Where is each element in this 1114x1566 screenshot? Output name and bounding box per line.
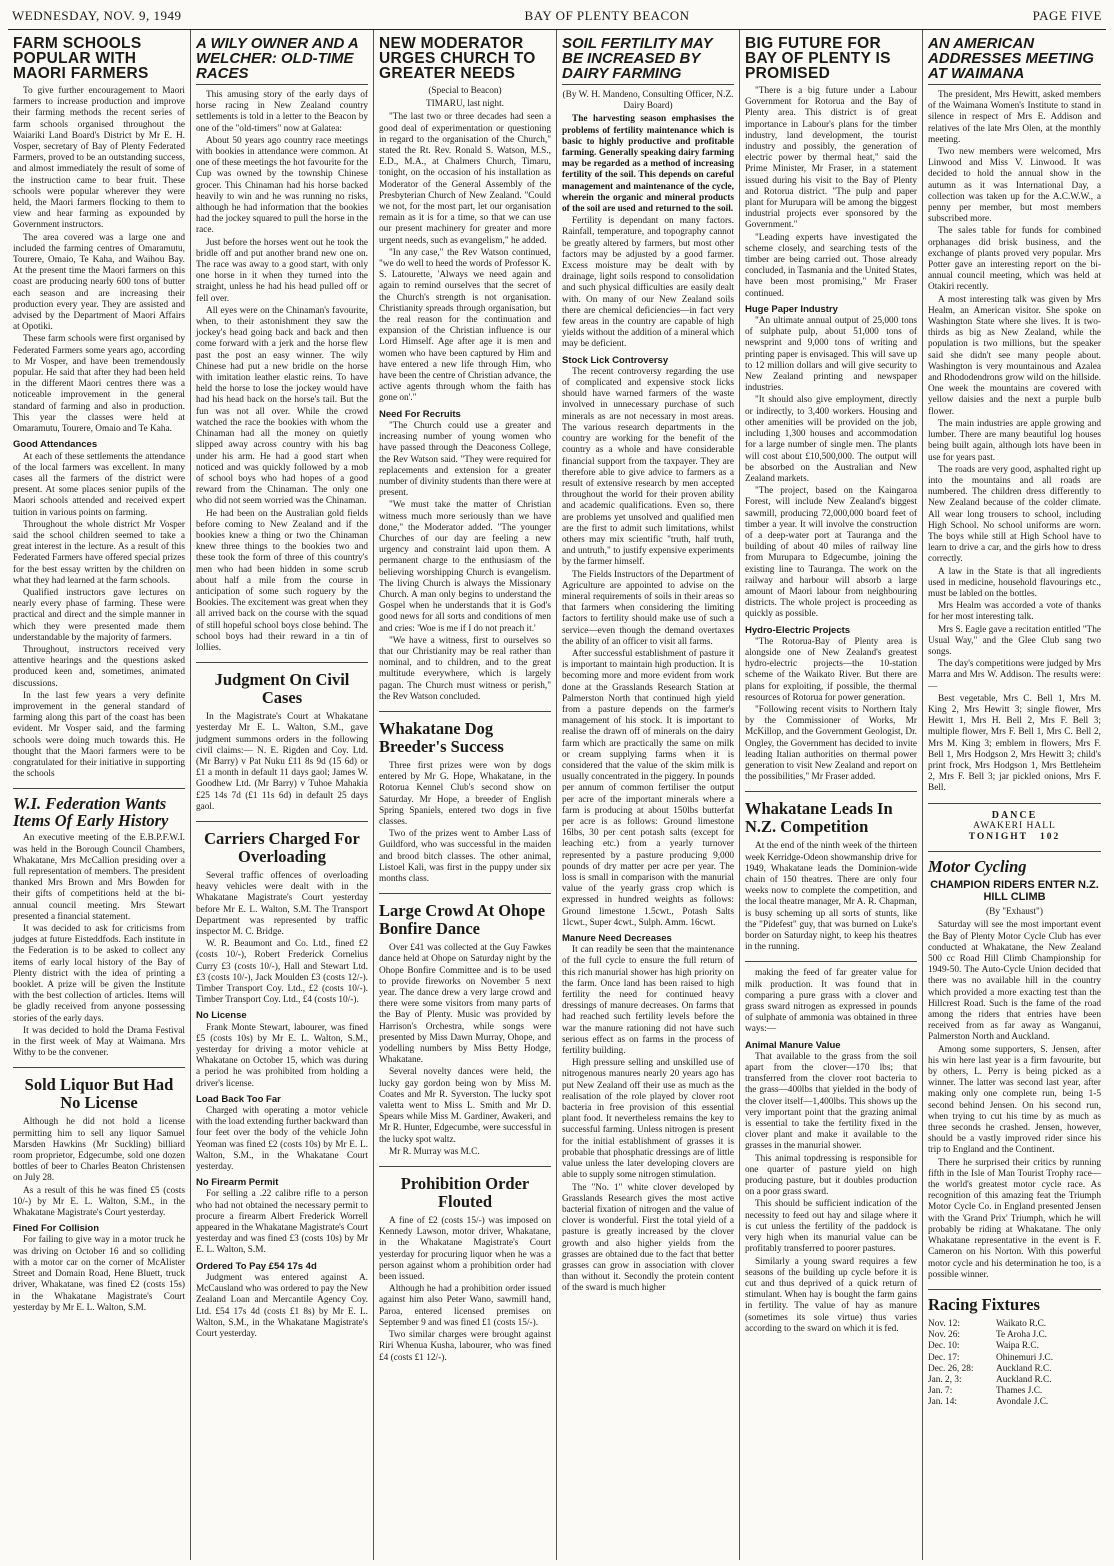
article-paragraph: An executive meeting of the E.B.P.F.W.I. was held in the Borough Council Chambers, Whakatane, Mrs McCallion presiding over a full representation of members. The president thanked Mrs Brown and Mrs Bowden for their gifts of competitions held at the bi-annual council meeting. Mrs Stewart presented a financial statement.	[13, 833, 185, 922]
headline-soil-fertility: SOIL FERTILITY MAY BE INCREASED BY DAIRY FARMING	[562, 36, 734, 85]
article-paragraph: The sales table for funds for combined orphanages did brisk business, and the exchange of plants proved very popular. Mrs Potter gave an interesting report on the bi-annual council meeting, which was held at Otakiri recently.	[928, 226, 1101, 293]
article-paragraph: "We have a witness, first to ourselves so that our Christianity may be real rather than nominal, and to children, and to the great multitude everywhere, which is largely pagan. The Church must witness or perish," the Rev Watson concluded.	[379, 635, 551, 702]
column-4	[557, 30, 740, 1560]
fixture-club: Auckland R.C.	[996, 1363, 1052, 1374]
credit-line: (By W. H. Mandeno, Consulting Officer, N.Z. Dairy Board)	[562, 90, 734, 112]
article-paragraph: For selling a .22 calibre rifle to a person who had not obtained the necessary permit to procure a firearm Albert Frederick Worrell appeared in the Whakatane Magistrate's Court yesterday and was fined £3 (costs 10s) by Mr E. L. Walton, S.M.	[196, 1189, 368, 1256]
fixture-date: Nov. 26:	[928, 1330, 960, 1341]
column-1	[8, 30, 191, 1560]
fixture-date: Dec. 26, 28:	[928, 1363, 974, 1374]
divider	[379, 1166, 551, 1167]
fixture-row	[928, 1375, 1101, 1386]
subheading: Hydro-Electric Projects	[745, 624, 851, 636]
divider	[745, 791, 917, 792]
article-paragraph: "Following recent visits to Northern Italy by the Commissioner of Works, Mr McKillop, and the Government Geologist, Dr. Ongley, the Government has decided to invite leading Italian authorities on thermal power generation to visit New Zealand and report on the possibilities," Mr Fraser added.	[745, 704, 917, 783]
headline-big-future: BIG FUTURE FOR BAY OF PLENTY IS PROMISED	[745, 35, 891, 82]
masthead	[8, 6, 1106, 30]
headline-bonfire-dance: Large Crowd At Ohope Bonfire Dance	[379, 901, 546, 939]
headline-wily-owner: A WILY OWNER AND A WELCHER: OLD-TIME RACES	[196, 36, 368, 85]
headline-prohibition-order: Prohibition Order Flouted	[400, 1174, 530, 1212]
fixture-club: Ohinemuri J.C.	[996, 1352, 1054, 1363]
fixture-row	[928, 1341, 1101, 1352]
article-paragraph: Best vegetable, Mrs C. Bell 1, Mrs M. King 2, Mrs Hewitt 3; single flower, Mrs Hewitt 1, Mrs H. Bell 2, Mrs F. Bell 3; multiple flower, Mrs F. Bell 1, Mrs C. Bell 2, Mrs M. King 3; emblem in flowers, Mrs F. Bell 1, Mrs Hodgson 2, Mrs Hewitt 3; child's print frock, Mrs Hodgson 1, Mrs Bettleheim 2, Mrs F. Bell 3; jar pickled onions, Mrs F. Bell.	[928, 693, 1101, 794]
fixture-row	[928, 1330, 1101, 1341]
subheading: Animal Manure Value	[745, 1039, 841, 1051]
article-paragraph: The Fields Instructors of the Department of Agriculture are appointed to advise on the mineral requirements of soils in their areas so that farmers when considering the limiting factors to fertility should make use of such a service—even though the demand overtaxes the ability of an officer to visit all farms.	[562, 569, 734, 647]
article-paragraph: Mr R. Murray was M.C.	[389, 1146, 480, 1157]
article-paragraph: Saturday will see the most important event the Bay of Plenty Motor Cycle Club has ever conducted at Whakatane, the New Zealand 500 cc Road Hill Climb Championship for 1949-50. The Auto-Cycle Union decided that there was no available hill in the country which provided a more exacting test than the Hillcrest Road. Such is the fame of the road among the riders that entries have been received from as far away as Wanganui, Palmerston North and Auckland.	[928, 920, 1101, 1043]
fixture-date: Jan. 14:	[928, 1397, 957, 1408]
fixture-club: Avondale J.C.	[996, 1397, 1049, 1408]
dance-notice-number: 102	[1039, 832, 1061, 842]
article-paragraph: "The Rotorua-Bay of Plenty area is alongside one of New Zealand's greatest hydro-electric projects—the 10-station scheme of the Waikato River. But there are plans for exploiting, if possible, the thermal resources of Rotorua for power generation.	[745, 636, 917, 703]
fixture-club: Auckland R.C.	[996, 1374, 1052, 1385]
article-paragraph: These farm schools were first organised by Federated Farmers some years ago, according to Mr Vosper, and have been tremendously popular. He said that after they had been held in the different Maori centres there was a noticeable improvement in the general standard of farming and also in production. This year the classes were held at Omaramutu, Tourere, Omaio and Te Kaha.	[13, 334, 185, 435]
fixture-row	[928, 1364, 1101, 1375]
article-paragraph: It was decided to ask for criticisms from judges at future Eisteddfods. Each institute in the Federation is to be asked to collect any items of early local history of the Bay of Plenty district with the idea of printing a booklet. A prize will be given the Institute with the best collection of articles. Items will be gladly received from anyone possessing stories of the early days.	[13, 924, 185, 1024]
divider	[13, 788, 185, 789]
divider	[379, 711, 551, 712]
article-paragraph: He had been on the Australian gold fields before coming to New Zealand and if the bookies knew a thing or two the Chinaman knew three things to the bookies two and these took the form of three of this country's men who had been hidden in some scrub about half a mile from the course in anticipation of some such roguery by the Bookies. The excitement was great when they all arrived back on the course with the squad of still hopeful school boys close behind. The school boys had their reward in a tin of lollies.	[196, 508, 368, 653]
article-lead: The harvesting season emphasises the problems of fertility maintenance which is basic to highly productive and profitable farming. Generally speaking dairy farming may be regarded as a method of increasing fertility of the soil. This depends on careful management and maintenance of the cycle, wherein the organic and mineral products of the soil are used and returned to the soil.	[562, 114, 734, 215]
article-paragraph: It can readily be seen that the maintenance of the full cycle to ensure the full return of this rich manurial shower has high priority on the farm. Once land has been raised to high fertility the need for continued heavy dressings of manure decreases. On farms that had reached such fertility levels before the war the manure rationing did not have such serious effect as on farms in the process of fertility building.	[562, 945, 734, 1057]
article-paragraph: The area covered was a large one and included the farming centres of Omaramutu, Tourere, Omaio, Te Kaha, and Waihou Bay. At the present time the Maori farmers on this coast are producing nearly 600 tons of butter each season and are increasing their production every year. They are assisted and advised by the Department of Maori Affairs at Opotiki.	[13, 232, 185, 333]
article-paragraph: About 50 years ago country race meetings with bookies in attendance were common. At one of these meetings the hot favourite for the Cup was owned by the township Chinese grocer. This Chinaman had his horse backed heavily to win and he was running no risks, although he had information that the bookies had the jockey squared to pull the horse in the race.	[196, 135, 368, 236]
dance-hall: AWAKERI HALL	[973, 820, 1056, 831]
divider	[928, 851, 1101, 852]
headline-dog-breeder: Whakatane Dog Breeder's Success	[379, 718, 504, 756]
article-paragraph: The roads are very good, asphalted right up into the mountains and all roads are numbered. The children dress differently to New Zealand because of the colder climate. All wear long trousers to school, including High School. No school uniforms are worn. The boys while still at High School have to learn to drive a car, and the girls how to dress correctly.	[928, 464, 1101, 565]
divider	[745, 961, 917, 962]
article-paragraph: Fertility is dependant on many factors. Rainfall, temperature, and topography cannot be greatly altered by farmers, but most other factors may be adjusted by a good farmer. Excess moisture may be dealt with by drainage, light soils respond to consolidation and such physical difficulties are easily dealt with. On many of our New Zealand soils there are chemical deficiencies—in fact very few areas in the country are capable of high yields without the addition of a mineral which may be deficient.	[562, 216, 734, 350]
dance-notice	[928, 810, 1101, 844]
fixture-date: Dec. 10:	[928, 1341, 960, 1352]
article-paragraph: This should be sufficient indication of the necessity to feed out hay and silage where it is cut unless the fertility of the paddock is very high when its manurial value can be profitably transferred to poorer pastures.	[745, 1199, 917, 1255]
article-paragraph: To give further encouragement to Maori farmers to increase production and improve their farming methods the recent series of farm schools organised throughout the Waiariki Land Board's District by Mr E. H. Vosper, secretary of Bay of Plenty Federated Farmers, proved to be an outstanding success, and almost immediately the result of some of the instruction came to bear fruit. These schools were popular wherever they were held, the Maori farmers flocking to them to view and hear farming as expounded by Government instructors.	[13, 86, 185, 231]
fixture-row	[928, 1353, 1101, 1364]
article-paragraph: "In any case," the Rev Watson continued, "we do well to heed the words of Professor K. S. Latourette, 'Always we need again and again to remind ourselves that the secret of the Church's strength is not organisation. Christianity spreads through organisation, but the real reason for the continuation and expansion of the Christian influence is our Lord Himself. Age after age it is men and women who have been captured by Him and have entered a new life through Him, who have been the centre of Christian advance, the active agents through whom the faith has gone on'."	[379, 247, 551, 404]
headline-motor-cycling: Motor Cycling	[928, 857, 1027, 877]
article-paragraph: "The Church could use a greater and increasing number of young women who have passed through the Deaconess College, the Rev Watson said. "They were required for replacements and extension for a greater number of divinity students than there were at present.	[379, 420, 551, 499]
article-paragraph: Several traffic offences of overloading heavy vehicles were dealt with in the Whakatane Magistrate's Court yesterday before Mr E. L. Walton, S.M. The Transport Department was represented by traffic inspector M. C. Bridge.	[196, 870, 368, 937]
article-paragraph: As a result of this he was fined £5 (costs 10/-) by Mr E. L. Walton, S.M., in the Whakatane Magistrate's Court yesterday.	[13, 1185, 185, 1219]
article-paragraph: That available to the grass from the soil apart from the clover—170 lbs; that transferred from the clover root bacteria to the grass—400lbs that yielded in the body of the clover itself—1,400lbs. This shows up the very important point that the grazing animal is essential to take the fertility fixed in the clover plant and make it available to the grasses in the manurial shower.	[745, 1051, 917, 1152]
divider	[13, 1067, 185, 1068]
article-paragraph: Although he had a prohibition order issued against him also Peter Wano, sawmill hand, Paroa, entered licensed premises on September 9 and was fined £1 (costs 15/-).	[379, 1284, 551, 1328]
divider	[196, 821, 368, 822]
subheading: Manure Need Decreases	[562, 933, 672, 945]
subheading: Good Attendances	[13, 439, 98, 451]
fixture-row	[928, 1397, 1101, 1408]
article-paragraph: A law in the State is that all ingredients used in medicine, household flavourings etc., must be labled on the bottles.	[928, 566, 1101, 599]
article-paragraph: Two new members were welcomed, Mrs Linwood and Miss V. Linwood. It was decided to hold the annual show in the autumn as it was International Day, a collection was taken up for the A.C.W.W., a penny per member, but most members subscribed more.	[928, 147, 1101, 225]
article-paragraph: For failing to give way in a motor truck he was driving on October 16 and so colliding with a motor car on the corner of McAlister Street and Domain Road, Hene Bluett, truck driver, Whakatane, was fined £2 (costs 15s) in the Whakatane Magistrate's Court yesterday by Mr E. L. Walton, S.M.	[13, 1235, 185, 1313]
article-paragraph: Just before the horses went out he took the bridle off and put another brand new one on. The race was away to a good start, with only one horse in it when they turned into the straight, unless he had his head pulled off or fell over.	[196, 237, 368, 304]
article-paragraph: W. R. Beaumont and Co. Ltd., fined £2 (costs 10/-), Robert Frederick Cornelius Curry £3 (costs 10/-), Hall and Stewart Ltd. £3 (costs 10/-), Jack Moulden £3 (costs 12/-). Timber Transport Coy. Ltd., £2 (costs 10/-). Timber Transport Coy. Ltd., £4 (costs 10/-).	[196, 939, 368, 1006]
article-continuation: making the feed of far greater value for milk production. It was found that in comparing a pure grass with a clover and grass sward nitrogen as expressed in pounds of sulphate of ammonia was obtained in three ways:—	[745, 968, 917, 1035]
article-paragraph: Over £41 was collected at the Guy Fawkes dance held at Ohope on Saturday night by the Ohope Bonfire Committee and is to be used to provide fireworks on November 5 next year. The dance drew a very large crowd and there were some visitors from many parts of the Bay of Plenty. Music was provided by Harrison's Orchestra, while songs were presented by Miss Dawn Murray, Ohope, and yodelling numbers by Miss Betty Hodge, Whakatane.	[379, 943, 551, 1066]
article-paragraph: High pressure selling and unskilled use of nitrogenous manures nearly 20 years ago has put New Zealand off their use as much as the realisation of the role played by clover root bacteria in free provision of this essential plant food. It nevertheless remains the key to successful farming. Unless nitrogen is present for the initial establishment of grasses it is probable that phosphatic dressings are of little value unless the later developing clovers are able to supply some nitrogen stimulation.	[562, 1058, 734, 1181]
article-paragraph: Three first prizes were won by dogs entered by Mr G. Hope, Whakatane, in the Rotorua Kennel Club's second show on Saturday. Mr Hope, a breeder of English Spring Spaniels, entered two dogs in five classes.	[379, 760, 551, 827]
article-paragraph: In the last few years a very definite improvement in the general standard of farming along this part of the coast has been evident. Mr Vosper said, and the farming schools were doing much towards this. He thought that the Maori farmers were to be congratulated for their initiative in supporting the schools	[13, 690, 185, 780]
article-paragraph: The main industries are apple growing and lumber. There are many beautiful log houses being built again, although lots have been in use for years past.	[928, 418, 1101, 463]
article-paragraph: "It should also give employment, directly or indirectly, to 3,400 workers. Housing and other amenities will be provided on the job, including 1,300 houses and accommodation for a large number of single men. The plants will cost about £10,500,000. The output will be absorbed on the Australian and New Zealand markets.	[745, 395, 917, 484]
article-paragraph: This animal topdressing is responsible for one quarter of pasture yield on high producing pasture, but it doubles production on a poor grass sward.	[745, 1153, 917, 1198]
article-paragraph: The recent controversy regarding the use of complicated and expensive stock licks should have warned farmers of the waste involved in unnecessary purchase of such minerals as are not necessary in most areas. The various research departments in the country are working for the benefit of the country as a whole and have considerable financial support from the taxpayer. They are therefore able to give advice to farmers as a result of extensive research by men accepted throughout the world for their proven ability and academic qualifications. Even so, there are problems yet unsolved and qualified men are the first to admit such limitations, whilst others may mix scientific "truth, half truth, and untruth," to justify expensive experiments by the farmer himself.	[562, 366, 734, 568]
masthead-date: WEDNESDAY, NOV. 9, 1949	[12, 8, 182, 23]
article-paragraph: Several novelty dances were held, the lucky gay gordon being won by Miss M. Coates and Mr R. Syverston. The lucky spot valetta went to Miss L. Smith and Mr D. Spears while Miss M. Gardiner, Awakeri, and Mr R. Hunter, Edgecumbe, were successful in the lucky spot waltz.	[379, 1067, 551, 1145]
headline-wi-federation: W.I. Federation Wants Items Of Early History	[13, 794, 169, 831]
article-paragraph: Judgment was entered against A. McCausland who was ordered to pay the New Zealand Loan and Mercantile Agency Coy. Ltd. £54 17s 4d (costs £1 8s) by Mr E. L. Walton, S.M., in the Whakatane Magistrate's Court yesterday.	[196, 1272, 368, 1339]
subheading: Huge Paper Industry	[745, 303, 838, 315]
subheading: Need For Recruits	[379, 408, 461, 420]
divider	[928, 1289, 1101, 1290]
headline-racing-fixtures: Racing Fixtures	[928, 1294, 1040, 1314]
subheading: Ordered To Pay £54 17s 4d	[196, 1260, 317, 1272]
headline-sold-liquor: Sold Liquor But Had No License	[24, 1075, 174, 1113]
dance-title: DANCE	[991, 809, 1038, 821]
article-paragraph: The president, Mrs Hewitt, asked members of the Waimana Women's Institute to stand in silence in respect of Mrs E. Addison and relatives of the late Mrs Olen, at the monthly meeting.	[928, 90, 1101, 145]
fixture-date: Dec. 17:	[928, 1352, 960, 1363]
divider	[928, 803, 1101, 804]
article-paragraph: At the end of the ninth week of the thirteen week Kerridge-Odeon showmanship drive for 1949, Whakatane leads the Dominion-wide chain of 150 theatres. There are only four weeks now to complete the competition, and the local theatre manager, Mr A. R. Chapman, is busy scheming up all sorts of stunts, like the "Pidefest" guy, that was burned on Luke's border on Saturday night, to keep his theatres in the running.	[745, 841, 917, 953]
fixture-club: Waikato R.C.	[996, 1318, 1047, 1329]
fixture-club: Thames J.C.	[996, 1386, 1043, 1397]
subheading: No Firearm Permit	[196, 1177, 279, 1189]
article-paragraph: There he surprised their critics by running fifth in the Isle of Man Tourist Trophy race—the world's greatest motor cycle race. As recognition of this amazing feat the Triumph Motor Cycle Co. in England presented Jensen with the 'Grand Prix' Triumph, which he will probably be riding at Whakatane. The only Whakatane representative in the event is F. Cameron on his Norton. With this powerful motor cycle and his determination he too, is a possible winner.	[928, 1157, 1101, 1280]
article-paragraph: Charged with operating a motor vehicle with the load extending further backward than four feet over the body of the vehicle John Yeoman was fined £2 (costs 10s) by Mr E. L. Walton, S.M., in the Whakatane Court yesterday.	[196, 1106, 368, 1173]
divider	[379, 893, 551, 894]
article-paragraph: Mrs Healm was accorded a vote of thanks for her most interesting talk.	[928, 601, 1101, 623]
credit-line: (Special to Beacon)	[428, 86, 502, 96]
article-paragraph: Among some supporters, S. Jensen, after his win here last year is a firm favourite, but by others, L. Perry is being picked as a winner. The latter was second last year, after making only one complete run, being 1-5 second behind Jensen. On his second run, when trying to cut his time by as much as three seconds he crashed. Jensen, however, should be a vastly improved rider since his trip to England and the Continent.	[928, 1044, 1101, 1156]
article-paragraph: Two similar charges were brought against Riri Whenua Kusha, labourer, who was fined £4 (costs £1 12/-).	[379, 1330, 551, 1363]
fixture-club: Te Aroha J.C.	[996, 1330, 1047, 1341]
article-paragraph: Two of the prizes went to Amber Lass of Guildford, who was successful in the maiden and brood bitch classes. The other animal, Listoel Kali, was first in the puppy under six months class.	[379, 829, 551, 884]
article-paragraph: After successful establishment of pasture it is important to maintain high production. It is becoming more and more evident from work done at the Grasslands Research Station at Palmerston North that continued high yield from a pasture depends on the farmer's management of his stock. It is important to realise the drawn off of minerals on the dairy farm which are practically the same on milk or cream supplying farms when it is considered that the value of the skim milk is usually concentrated in the piggery. In pounds per annum of common fertiliser the output per acre of the important minerals where a farm is producing at about 150lbs butterfat per acre is as follows: Ground limestone 16lbs, 30 per cent potash salts (except for leaching etc.) from a yearly turnover represented by a pasture producing 9,000 pounds of dry matter per acre per year. The loss is small in comparison with the manurial value of the yearly grass crop which is expressed in hundred weights as follows: Ground limestone 1.5cwt., Potash Salts 1lcwt., Super 4cwt., Sulph. Amm. 16cwt.	[562, 648, 734, 928]
subheading: No License	[196, 1010, 247, 1022]
article-paragraph: Frank Monte Stewart, labourer, was fined £5 (costs 10s) by Mr E. L. Walton, S.M., yesterday for driving a motor vehicle at Whakatane on October 15, which was during a period he was prohibited from holding a driver's license.	[196, 1022, 368, 1089]
fixture-row	[928, 1386, 1101, 1397]
article-paragraph: Throughout, instructors received very attentive hearings and the questions asked produced keen and, sometimes, animated discussions.	[13, 644, 185, 689]
masthead-paper: BAY OF PLENTY BEACON	[524, 8, 690, 23]
dance-night: TONIGHT	[968, 832, 1028, 842]
article-paragraph: "The last two or three decades had seen a good deal of experimentation or questioning in regard to the organisation of the Church," stated the Rt. Rev. Ronald S. Watson, M.S., E.D., M.A., at Chalmers Church, Timaru, tonight, on the occasion of his installation as Moderator of the General Assembly of the Presbyterian Church of New Zealand. "Could we not, for the most part, let our organisation remain as it is for a time, so that we can use our present machinery for greater and more urgent needs, such as evangelism," he added.	[379, 112, 551, 246]
article-paragraph: Similarly a young sward requires a few seasons of the building up cycle before it is cut and thus deprived of a quick return of stimulant. When hay is bought the farm gains in fertility. The value of hay as manure (sometimes its sole virtue) thus varies according to the sward on which it is fed.	[745, 1256, 917, 1334]
article-paragraph: A most interesting talk was given by Mrs Healm, an American visitor. She spoke on Washington State where she lives. It is two-thirds as big as New Zealand, while the population is two millions, but the speaker said she didn't see many people about. Washington is very mountainous and Azalea and Rhododendrons grow wild on the hillside. One week the mountains are covered with yellow daisies and the next a purple bulb flower.	[928, 294, 1101, 417]
article-paragraph: "We must take the matter of Christian witness much more seriously than we have done," the Moderator added. "The younger Churches of our day are feeling a new urgency and constraint laid upon them. A permanent charge to the enthusiasm of the believing worshipping Church is evangelism. The living Church is always the Missionary Church. A man only begins to understand the Gospel when he understands that it is God's good news for all sorts and conditions of men and cries: 'Woe is me if I do not preach it.'	[379, 500, 551, 634]
headline-whakatane-leads: Whakatane Leads In N.Z. Competition	[745, 799, 893, 837]
article-paragraph: In the Magistrate's Court at Whakatane yesterday Mr E. L. Walton, S.M., gave judgment summons orders in the following civil claims:— N. E. Rigden and Coy. Ltd. (Mr Barry) v Pat Nuku £11 8s 9d (15 6d) or £1 a month in default 11 days gaol; James W. Goodhew Ltd. (Mr Barry) v Tuhoe Mahakia £25 14s 7d (£1 11s 6d) in default 25 days gaol.	[196, 712, 368, 812]
masthead-page: PAGE FIVE	[1032, 8, 1102, 23]
dance-night-row	[928, 832, 1101, 843]
column-3	[374, 30, 557, 1560]
article-paragraph: Throughout the whole district Mr Vosper said the school children seemed to take a great interest in the lecture. As a result of this Federated Farmers have offered special prizes for the best essay written by the children on what they had learned at the farm schools.	[13, 519, 185, 586]
headline-farm-schools: FARM SCHOOLS POPULAR WITH MAORI FARMERS	[13, 35, 149, 82]
headline-champion-riders: CHAMPION RIDERS ENTER N.Z. HILL CLIMB	[930, 879, 1099, 904]
subheading: Fined For Collision	[13, 1223, 100, 1235]
article-paragraph: "An ultimate annual output of 25,000 tons of sulphate pulp, about 51,000 tons of newsprint and 9,000 tons of writing and printing paper is envisaged. This will save up to 12 million dollars and will give security to New Zealand printing and newspaper industries.	[745, 316, 917, 394]
fixtures-list	[928, 1319, 1101, 1409]
column-6	[923, 30, 1106, 1560]
headline-american-addresses: AN AMERICAN ADDRESSES MEETING AT WAIMANA	[928, 36, 1101, 85]
fixture-date: Nov. 12:	[928, 1318, 960, 1329]
article-paragraph: This amusing story of the early days of horse racing in New Zealand country settlements is told in a letter to the Beacon by one of the "old-timers" now at Galatea:	[196, 90, 368, 134]
credit-line: (By "Exhaust")	[986, 907, 1043, 918]
article-paragraph: A fine of £2 (costs 15/-) was imposed on Kennedy Lawson, motor driver, Whakatane, in the Whakatane Magistrate's Court yesterday for procuring liquor when he was a person against whom a prohibition order had been issued.	[379, 1216, 551, 1283]
fixture-club: Waipa R.C.	[996, 1341, 1039, 1352]
divider	[196, 662, 368, 663]
article-paragraph: All eyes were on the Chinaman's favourite, when, to their astonishment they saw the jockey's head going back and back and then come forward with a jerk and the horse flew past the post an easy winner. The wily Chinese had put a new bridle on the horse with imitation leather elastic reins. To have held the horse to lose the jockey would have had his head back on the horse's tail. But the fun was not all over. While the crowd watched the race the bookies with whom the Chinaman had all the money on quietly slipped away across country with his bag under his arm. He had a good start when noticed and was quickly followed by a mob of school boys who had hopes of a good reward from the Chinaman. The only one who did not seem worried was the Chinaman.	[196, 305, 368, 507]
fixture-date: Jan. 7:	[928, 1386, 953, 1397]
article-paragraph: It was decided to hold the Drama Festival in the first week of May at Waimana. Mrs Withy to be the convener.	[13, 1025, 185, 1059]
subheading: Stock Lick Controversy	[562, 354, 669, 366]
headline-civil-cases: Judgment On Civil Cases	[214, 670, 350, 708]
column-5	[740, 30, 923, 1560]
article-paragraph: The "No. 1" white clover developed by Grasslands Research gives the most active bacterial fixation of nitrogen and the value of clover is wonderful. First the total yield of a pasture is greatly increased by the clover growth and also higher yields from the grasses are obtained due to the fact that better grasses can grow in association with clover than without it. Secondly the protein content of the sward is much higher	[562, 1182, 734, 1294]
dateline: TIMARU, last night.	[426, 99, 504, 110]
article-paragraph: Mrs S. Eagle gave a recitation entitled "The Usual Way," and the Glee Club sang two songs.	[928, 624, 1101, 657]
article-paragraph: Qualified instructors gave lectures on nearly every phase of farming. These were practical and direct and the simple manner in which they were presented made them understandable by the majority of farmers.	[13, 587, 185, 643]
column-2	[191, 30, 374, 1560]
article-paragraph: Although he did not hold a license permitting him to sell any liquor Samuel Marsden Hawkins (Mr Suckling) billiard room proprietor, Edgecumbe, sold one dozen bottles of beer to Charles Beaton Christensen on July 28.	[13, 1117, 185, 1184]
article-paragraph: At each of these settlements the attendance of the local farmers was excellent. In many cases all the farmers of the district were present. At some places senior pupils of the Maori schools attended and received expert tuition in various points on farming.	[13, 451, 185, 518]
subheading: Load Back Too Far	[196, 1093, 281, 1105]
article-paragraph: "The project, based on the Kaingaroa Forest, will include New Zealand's biggest sawmill, producing 72,000,000 board feet of timber a year. It will involve the construction of a deep-water port at Tauranga and the building of about 40 miles of railway line from Murupara to Edgecumbe, joining the existing line to Tauranga. The work on the railway and harbour will absorb a large amount of Maori labour from neighbouring districts. The whole project is proceeding as quickly as possible.	[745, 486, 917, 620]
headline-carriers-charged: Carriers Charged For Overloading	[204, 828, 360, 866]
fixture-row	[928, 1319, 1101, 1330]
headline-new-moderator: NEW MODERATOR URGES CHURCH TO GREATER NEEDS	[379, 35, 536, 82]
columns	[8, 30, 1106, 1560]
article-paragraph: The day's competitions were judged by Mrs Marra and Mrs W. Addison. The results were:—	[928, 659, 1101, 692]
article-paragraph: "Leading experts have investigated the scheme closely, and searching tests of the timber are being carried out. Those already concluded, in Tasmania and the United States, have been most promising," Mr Fraser continued.	[745, 232, 917, 299]
article-paragraph: "There is a big future under a Labour Government for Rotorua and the Bay of Plenty area. This district is of great importance in Labour's plans for the timber industry, land development, the tourist industry and possibly, the generation of electric power by thermal heat," said the Prime Minister, Mr Fraser, in a statement issued during his visit to the Bay of Plenty and Rotorua district. "The pulp and paper plant for Murupara will be among the biggest industrial projects ever sponsored by the Government."	[745, 86, 917, 231]
fixture-date: Jan. 2, 3:	[928, 1374, 962, 1385]
